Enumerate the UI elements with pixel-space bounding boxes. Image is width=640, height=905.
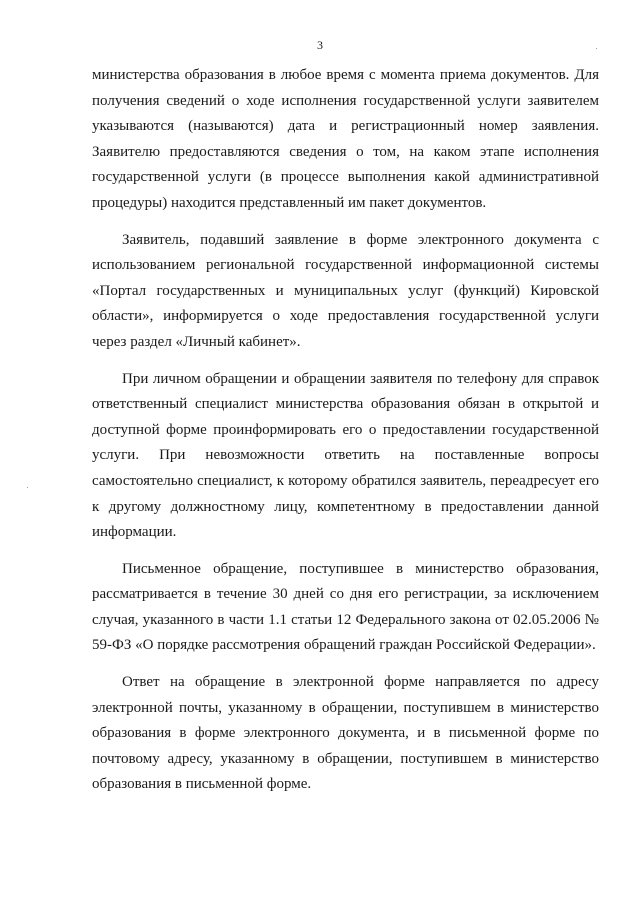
paragraph: Заявитель, подавший заявление в форме электронного документа с использованием региональной государственной информационной системы «Портал государственных и муниципальных услуг (функций) Кировской области», информируется о ходе предоставления государственной услуги через раздел «Личный кабинет». (92, 231, 599, 350)
paragraph: министерства образования в любое время с момента приема документов. Для получения сведений о ходе исполнения государственной услуги заявителем указываются (называются) дата и регистрационный номер заявления. Заявителю предоставляются сведения о том, на каком этапе исполнения государственной услуги (в процессе выполнения какой административной процедуры) находится представленный им пакет документов. (92, 67, 599, 211)
paragraph: Ответ на обращение в электронной форме направляется по адресу электронной почты, указанному в обращении, поступившем в министерство образования в форме электронного документа, и в письменной форме по почтовому адресу, указанному в обращении, поступившем в министерство образования в письменной форме. (92, 674, 599, 793)
document-body (92, 63, 599, 809)
page-number: 3 (317, 38, 323, 52)
paragraph: При личном обращении и обращении заявителя по телефону для справок ответственный специалист министерства образования обязан в открытой и доступной форме проинформировать его о предоставлении государственной услуги. При невозможности ответить на поставленные вопросы самостоятельно специалист, к которому обратился заявитель, переадресует его к другому должностному лицу, компетентному в предоставлении данной информации. (92, 370, 599, 541)
paragraph: Письменное обращение, поступившее в министерство образования, рассматривается в течение 30 дней со дня его регистрации, за исключением случая, указанного в части 1.1 статьи 12 Федерального закона от 02.05.2006 № 59-ФЗ «О порядке рассмотрения обращений граждан Российской Федерации». (92, 560, 599, 654)
scan-speck (596, 48, 597, 49)
scan-speck (27, 487, 28, 488)
